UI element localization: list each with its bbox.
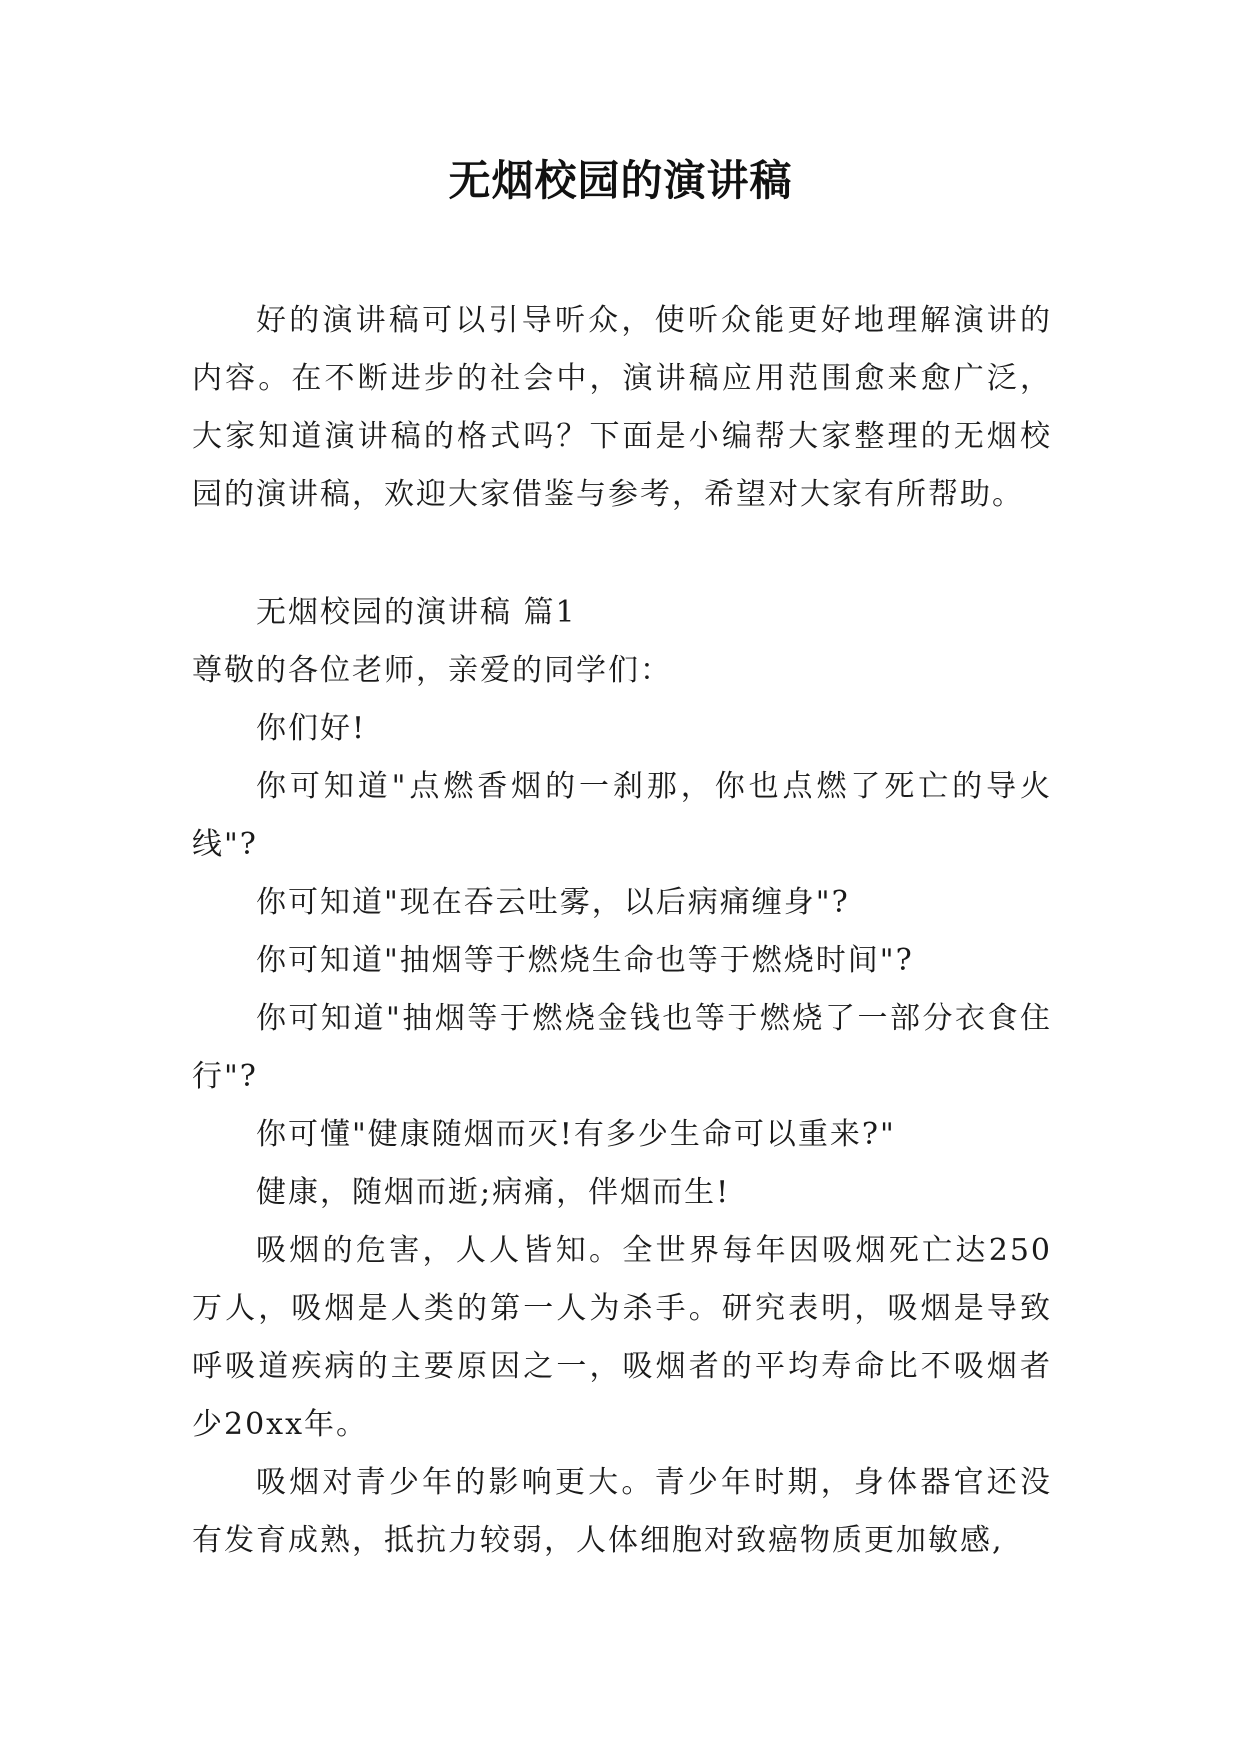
intro-section: [192, 292, 1052, 524]
speech-paragraph: 你可知道"抽烟等于燃烧生命也等于燃烧时间"?: [256, 943, 914, 978]
speech-paragraph: 你可知道"现在吞云吐雾，以后病痛缠身"?: [256, 885, 850, 920]
speech-paragraph: 你可懂"健康随烟而灭!有多少生命可以重来?": [256, 1117, 896, 1152]
speech-paragraph: 健康，随烟而逝;病痛，伴烟而生!: [256, 1175, 731, 1210]
salutation: 尊敬的各位老师，亲爱的同学们：: [192, 653, 672, 688]
intro-paragraph: 好的演讲稿可以引导听众，使听众能更好地理解演讲的内容。在不断进步的社会中，演讲稿应用范围愈来愈广泛，大家知道演讲稿的格式吗？下面是小编帮大家整理的无烟校园的演讲稿，欢迎大家借鉴与参考，希望对大家有所帮助。: [192, 303, 1052, 512]
speech-paragraph: 吸烟的危害，人人皆知。全世界每年因吸烟死亡达250万人，吸烟是人类的第一人为杀手。研究表明，吸烟是导致呼吸道疾病的主要原因之一，吸烟者的平均寿命比不吸烟者少20xx年。: [192, 1233, 1052, 1442]
speech-section: [192, 584, 1052, 1570]
section-heading: 无烟校园的演讲稿 篇1: [256, 595, 577, 630]
speech-paragraph: 你可知道"抽烟等于燃烧金钱也等于燃烧了一部分衣食住行"?: [192, 1001, 1052, 1094]
speech-paragraph: 吸烟对青少年的影响更大。青少年时期，身体器官还没有发育成熟，抵抗力较弱，人体细胞对致癌物质更加敏感,: [192, 1465, 1052, 1558]
speech-paragraph: 你们好!: [256, 711, 367, 746]
document-title: 无烟校园的演讲稿: [448, 156, 793, 205]
speech-paragraph: 你可知道"点燃香烟的一刹那，你也点燃了死亡的导火线"?: [192, 769, 1052, 862]
